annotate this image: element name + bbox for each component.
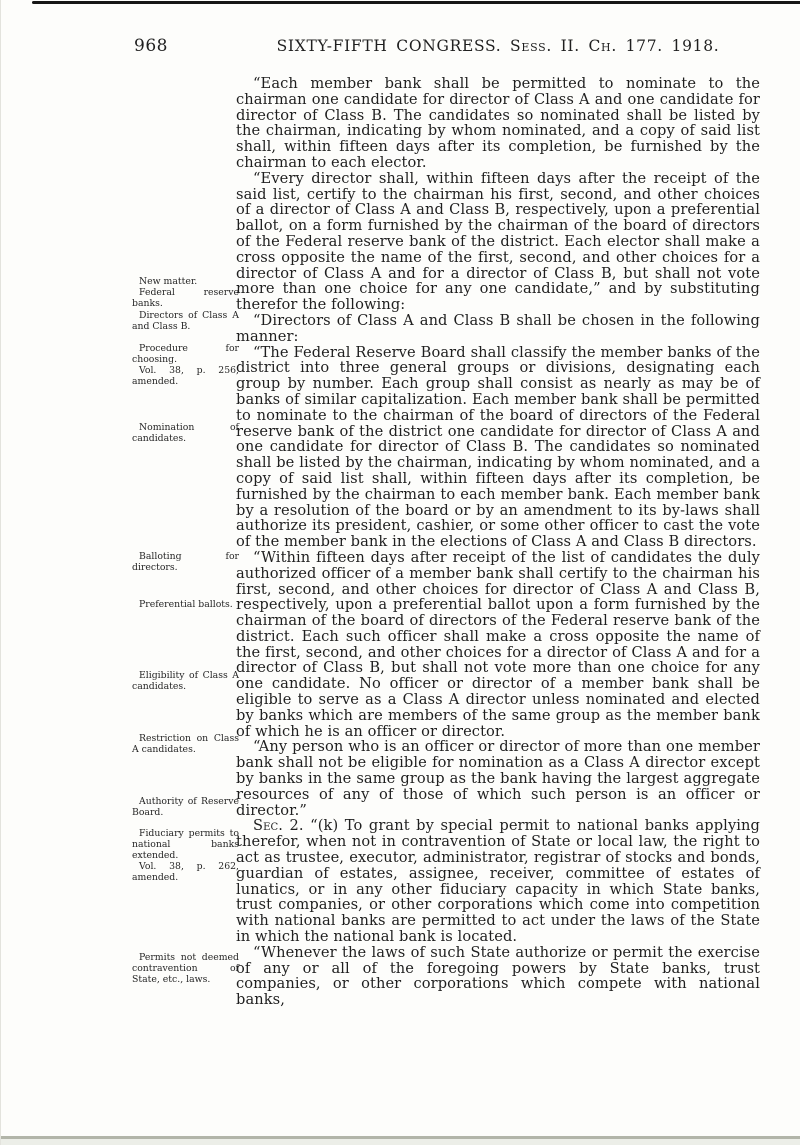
margin-note-text: Preferential ballots.: [139, 599, 233, 610]
margin-note: [132, 670, 239, 692]
margin-note-text: Eligibility of Class A candidates.: [132, 670, 239, 692]
paragraph: “Each member bank shall be permitted to nominate to the chairman one candidate for director of Class A and one candidate for director of Class B. The candidates so nominated shall be listed by the chairman, indicating by whom nominated, and a copy of said list shall, within fifteen days after its completion, be furnished by the chairman to each elector.: [236, 75, 760, 171]
paragraph: “Any person who is an officer or director of more than one member bank shall not be eligible for nomination as a Class A director except by banks in the same group as the bank having the largest aggregate resources of any of those of which such person is an officer or director.”: [236, 738, 760, 819]
margin-note: [132, 828, 239, 883]
margin-note: [132, 733, 239, 755]
margin-note: [132, 551, 239, 573]
margin-note-text: Permits not deemed contravention of State, etc., laws.: [132, 952, 239, 985]
page-number: 968: [134, 36, 168, 56]
margin-note-text: Directors of Class A and Class B.: [132, 310, 239, 332]
margin-note: [132, 422, 239, 444]
margin-note: [132, 952, 239, 985]
running-header: SIXTY-FIFTH CONGRESS. Sess. II. Ch. 177. 1918.: [276, 37, 720, 55]
paragraph: “Whenever the laws of such State authorize or permit the exercise of any or all of the foregoing powers by State banks, trust companies, or other corporations which compete with national banks,: [236, 943, 760, 1009]
top-rule: [32, 1, 800, 4]
margin-note-text: Vol. 38, p. 262, amended.: [132, 861, 239, 883]
margin-note: [132, 796, 239, 818]
paragraph: “The Federal Reserve Board shall classify the member banks of the district into three general groups or divisions, designating each group by number. Each group shall consist as nearly as may be of banks of similar capitalization. Each member bank shall be permitted to nominate to the chairman of the board of directors of the Federal reserve bank of the district one candidate for director of Class A and one candidate for director of Class B. The candidates so nominated shall be listed by the chairman, indicating by whom nominated, and a copy of said list shall, within fifteen days after its completion, be furnished by the chairman to each member bank. Each member bank by a resolution of the board or by an amendment to its by-laws shall authorize its president, cashier, or some other officer to cast the vote of the member bank in the elections of Class A and Class B directors.: [236, 343, 760, 551]
paragraph: “Within fifteen days after receipt of the list of candidates the duly authorized officer of a member bank shall certify to the chairman his first, second, and other choices for director of Class A and Class B, respectively, upon a preferential ballot upon a form furnished by the chairman of the board of directors of the Federal reserve bank of the district. Each such officer shall make a cross opposite the name of the first, second, and other choices for a director of Class A and for a director of Class B, but shall not vote more than one choice for any one candidate. No officer or director of a member bank shall be eligible to serve as a Class A director unless nominated and elected by banks which are members of the same group as the member bank of which he is an officer or director.: [236, 548, 760, 740]
paragraph: “Directors of Class A and Class B shall be chosen in the following manner:: [236, 311, 760, 345]
margin-note-text: Authority of Reserve Board.: [132, 796, 239, 818]
margin-note: [132, 310, 239, 332]
section-label: Sec. 2.: [253, 817, 304, 835]
margin-note-text: Vol. 38, p. 256, amended.: [132, 365, 239, 387]
margin-note: [132, 343, 239, 387]
margin-note-text: Balloting for directors.: [132, 551, 239, 573]
margin-note: [132, 276, 239, 309]
margin-note-text: Nomination of candidates.: [132, 422, 239, 444]
paragraph-text: “(k) To grant by special permit to national banks applying therefor, when not in contravention of State or local law, the right to act as trustee, executor, administrator, registrar of stocks and bonds, guardian of estates, assignee, receiver, committee of estates of lunatics, or in any other fiduciary capacity in which State banks, trust companies, or other corporations which come into competition with national banks are permitted to act under the laws of the State in which the national bank is located.: [236, 817, 760, 946]
bottom-page-edge: [1, 1139, 800, 1145]
margin-note-text: Federal reserve banks.: [132, 287, 239, 309]
margin-note-text: Procedure for choosing.: [132, 343, 239, 365]
margin-note-text: Fiduciary permits to national banks extended.: [132, 828, 239, 861]
margin-note-text: Restriction on Class A candidates.: [132, 733, 239, 755]
margin-note: [132, 599, 239, 610]
margin-note-text: New matter.: [139, 276, 198, 287]
body-text-column: [236, 76, 760, 1008]
paragraph-sec-2: [236, 818, 760, 944]
paragraph: “Every director shall, within fifteen days after the receipt of the said list, certify to the chairman his first, second, and other choices of a director of Class A and Class B, respectively, upon a preferential ballot, on a form furnished by the chairman of the board of directors of the Federal reserve bank of the district. Each elector shall make a cross opposite the name of the first, second, and other choices for a director of Class A and for a director of Class B, but shall not vote more than one choice for any one candidate,” and by substituting therefor the following:: [236, 169, 760, 314]
